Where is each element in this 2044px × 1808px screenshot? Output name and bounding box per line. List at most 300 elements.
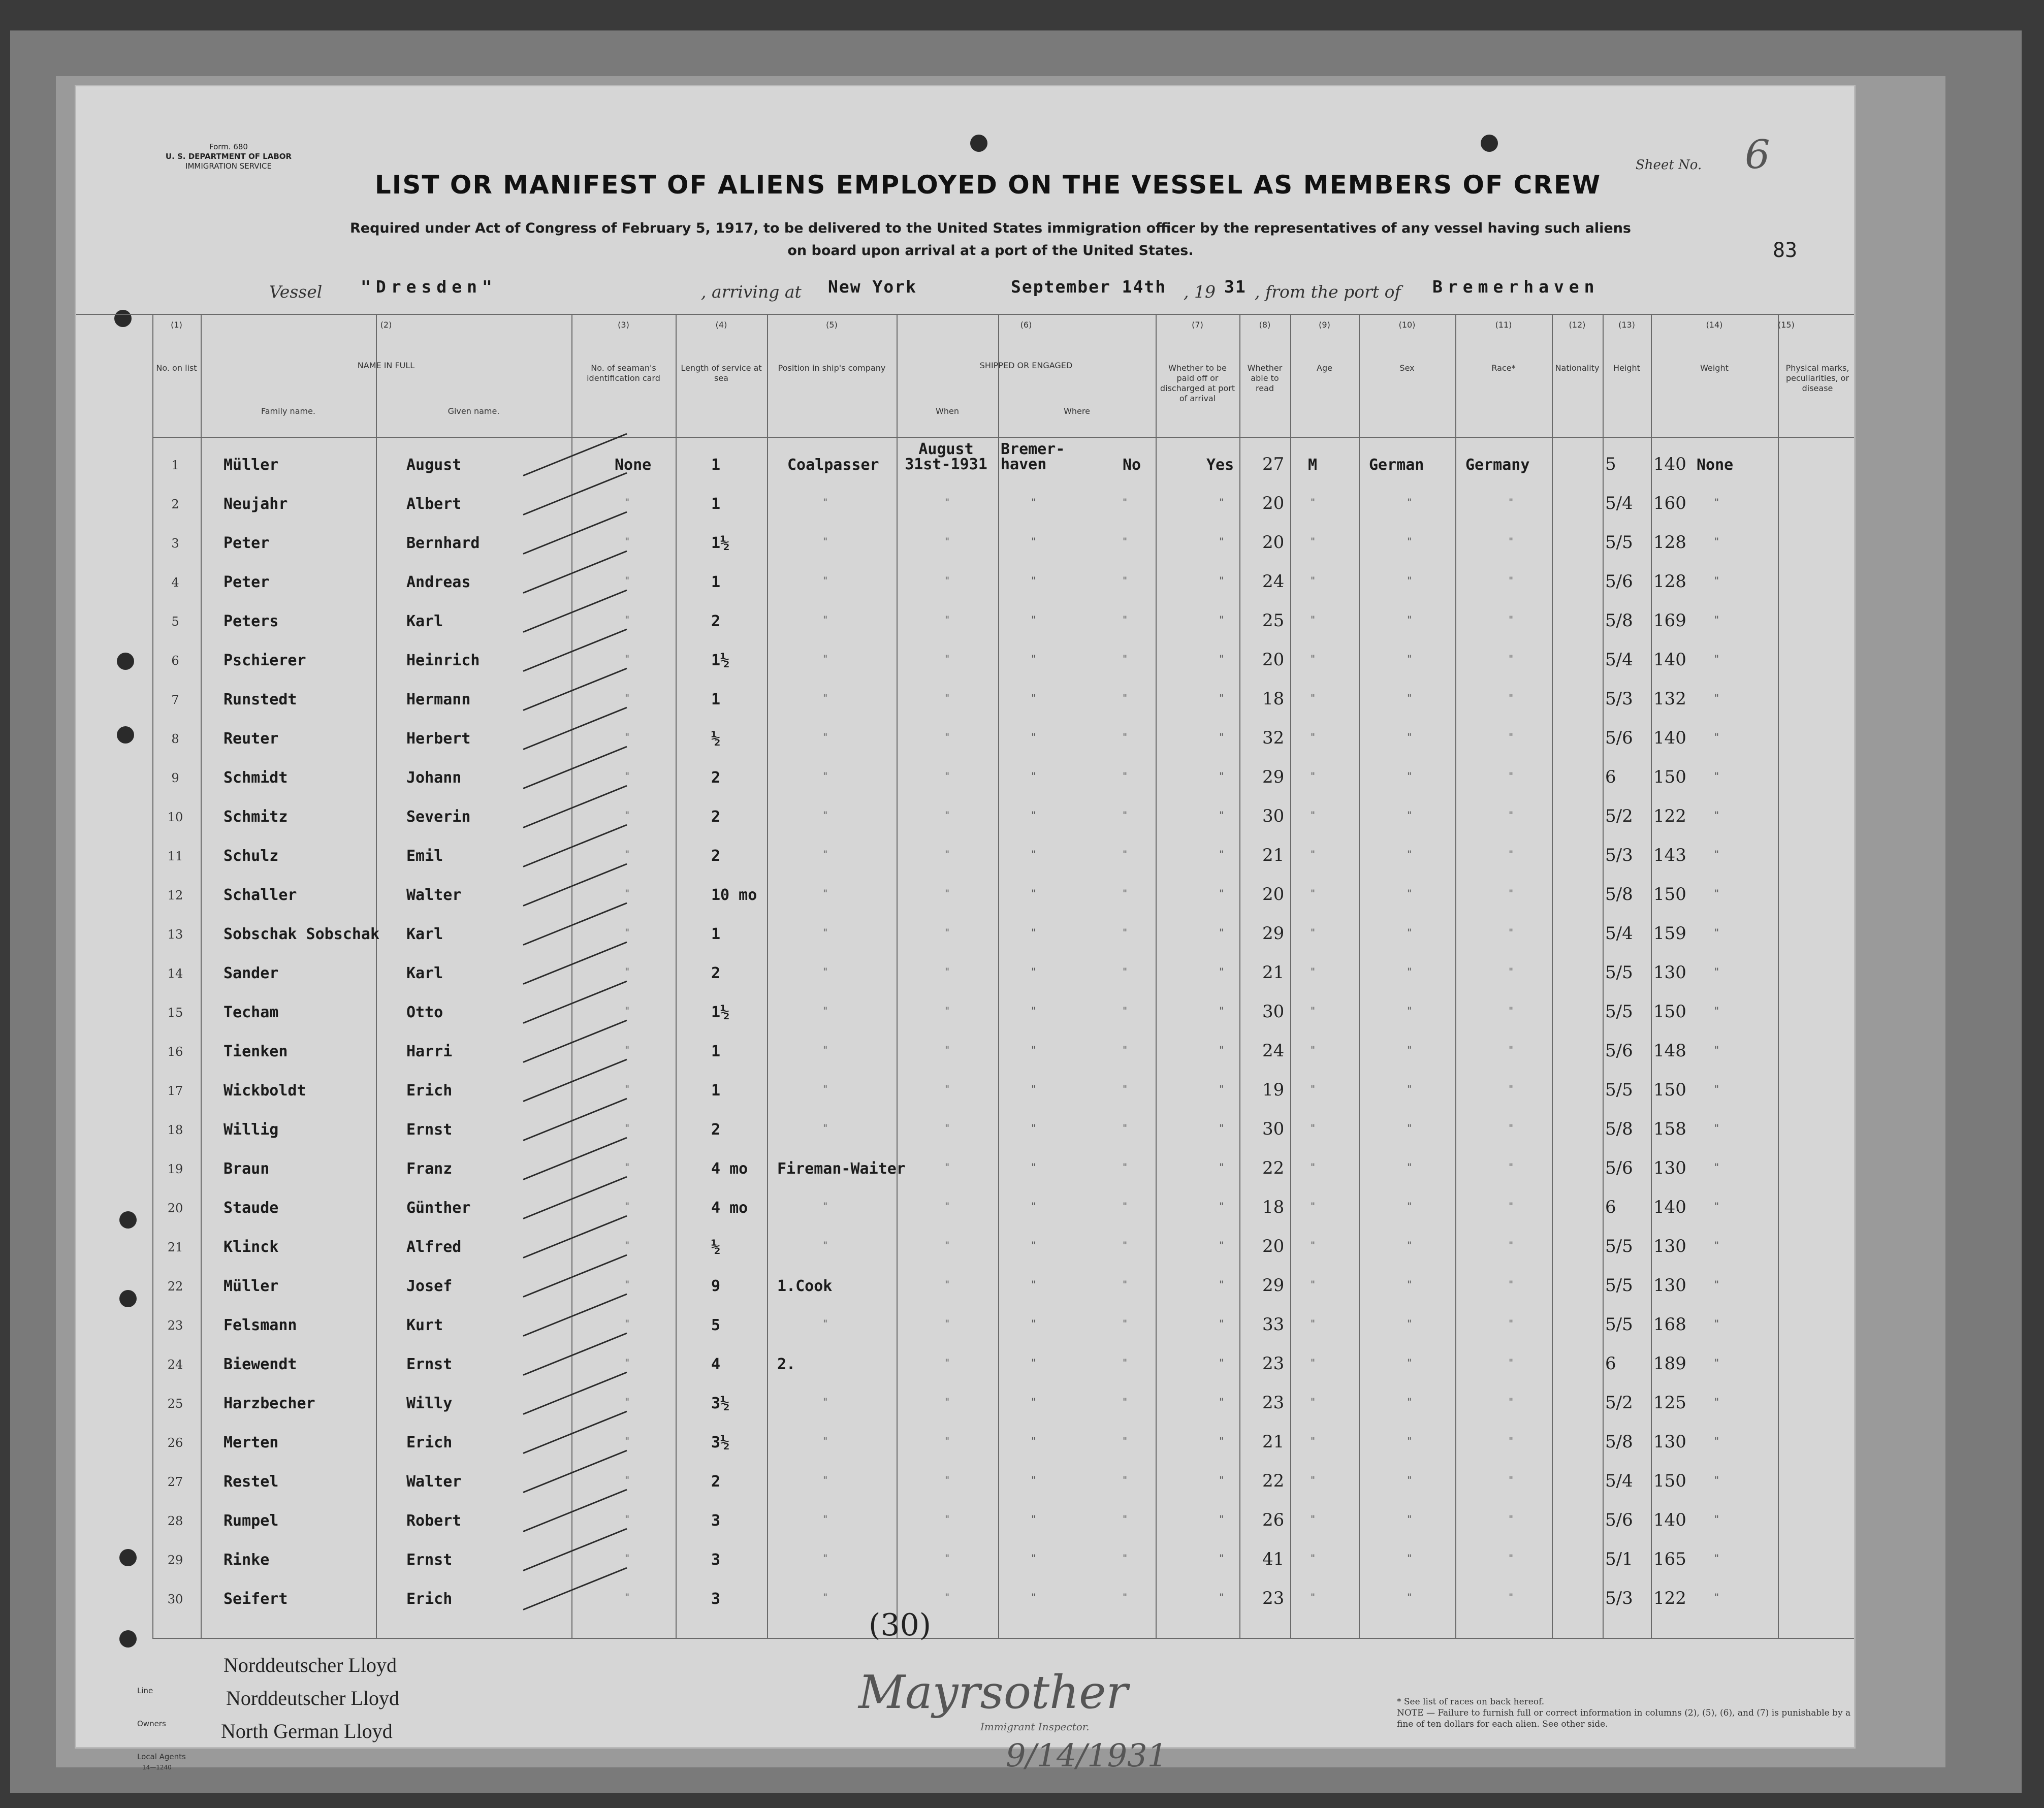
row-number: 18: [167, 1123, 183, 1137]
ditto-mark: ": [625, 809, 630, 821]
ditto-mark: ": [1123, 1083, 1128, 1095]
height-value: 5/8: [1605, 1432, 1633, 1452]
row-number: 2: [171, 497, 179, 511]
ditto-mark: ": [945, 1044, 950, 1056]
row-number: 30: [167, 1592, 183, 1606]
column-header: Sex: [1399, 363, 1415, 373]
column-subheader: When: [936, 406, 959, 416]
ditto-mark: ": [1509, 1474, 1514, 1486]
height-value: 5/5: [1605, 532, 1633, 553]
weight-value: 130: [1653, 962, 1686, 983]
ditto-mark: ": [1219, 692, 1224, 704]
ditto-mark: ": [1509, 1278, 1514, 1290]
ditto-mark: ": [1031, 848, 1036, 860]
table-row: [76, 1034, 1854, 1072]
table-row: [76, 1346, 1854, 1385]
weight-value: 140: [1653, 454, 1686, 474]
ditto-mark: ": [1407, 1239, 1412, 1251]
table-row: [76, 1425, 1854, 1463]
ditto-mark: ": [1714, 1239, 1719, 1251]
weight-value: 150: [1653, 767, 1686, 787]
ditto-mark: ": [945, 1591, 950, 1603]
ditto-mark: ": [1714, 614, 1719, 626]
ditto-mark: ": [1407, 848, 1412, 860]
height-value: 6: [1605, 1353, 1616, 1374]
row-number: 5: [171, 615, 179, 629]
owners-label: Owners: [137, 1719, 166, 1728]
ditto-mark: ": [1031, 653, 1036, 665]
family-name: Merten: [223, 1434, 279, 1451]
sheet-number: 6: [1745, 132, 1770, 178]
departure-port: Bremerhaven: [1432, 277, 1600, 297]
ditto-mark: ": [1123, 535, 1128, 547]
column-header: No. of seaman's identification card: [587, 363, 660, 383]
weight-value: 159: [1653, 923, 1686, 944]
service-length: 1: [711, 1043, 721, 1060]
table-row: [76, 955, 1854, 994]
ditto-mark: ": [1509, 1317, 1514, 1330]
ditto-mark: ": [1714, 692, 1719, 704]
ditto-mark: ": [823, 574, 828, 587]
age-value: 21: [1262, 1432, 1285, 1452]
ditto-mark: ": [1509, 535, 1514, 547]
family-name: Schmidt: [223, 769, 288, 787]
column-header: Length of service at sea: [681, 363, 762, 383]
ditto-mark: ": [1509, 692, 1514, 704]
ditto-mark: ": [1714, 1122, 1719, 1134]
ditto-mark: ": [1123, 653, 1128, 665]
ditto-mark: ": [625, 1083, 630, 1095]
age-value: 29: [1262, 923, 1285, 944]
ditto-mark: ": [1509, 1200, 1514, 1212]
family-name: Staude: [223, 1199, 279, 1217]
weight-value: 165: [1653, 1549, 1686, 1569]
height-value: 5/2: [1605, 806, 1633, 826]
ditto-mark: ": [625, 1552, 630, 1564]
family-name: Tienken: [223, 1043, 288, 1060]
subtitle-line-1: Required under Act of Congress of February 5, 1917, to be delivered to the United States immigration officer by the representatives of any vessel having such aliens: [349, 220, 1631, 236]
ditto-mark: ": [1031, 731, 1036, 743]
given-name: Emil: [406, 847, 443, 865]
table-row: [76, 642, 1854, 681]
ditto-mark: ": [945, 1435, 950, 1447]
ditto-mark: ": [1219, 1239, 1224, 1251]
ditto-mark: ": [1407, 1317, 1412, 1330]
owners-value: Norddeutscher Lloyd: [226, 1687, 400, 1709]
ditto-mark: ": [1714, 1317, 1719, 1330]
given-name: Karl: [406, 964, 443, 982]
row-number: 24: [167, 1358, 183, 1372]
ditto-mark: ": [1407, 1278, 1412, 1290]
ditto-mark: ": [1219, 653, 1224, 665]
ditto-mark: ": [1123, 1239, 1128, 1251]
ditto-mark: ": [1031, 1161, 1036, 1173]
ditto-mark: ": [823, 965, 828, 978]
vessel-label: Vessel: [269, 282, 323, 302]
weight-value: 130: [1653, 1158, 1686, 1178]
family-name: Schmitz: [223, 808, 288, 826]
ditto-mark: ": [1407, 574, 1412, 587]
stamp-number: 83: [1773, 239, 1798, 262]
column-header: NAME IN FULL: [357, 361, 415, 370]
row-number: 6: [171, 654, 179, 668]
given-name: Hermann: [406, 691, 471, 708]
ditto-mark: ": [1123, 1357, 1128, 1369]
given-name: Ernst: [406, 1121, 453, 1139]
ditto-mark: ": [1219, 496, 1224, 508]
service-length: 9: [711, 1277, 721, 1295]
age-value: 20: [1262, 650, 1285, 670]
table-row: [76, 1112, 1854, 1150]
service-length: 1: [711, 495, 721, 513]
given-name: August: [406, 456, 462, 474]
ditto-mark: ": [1219, 770, 1224, 782]
age-value: 18: [1262, 689, 1285, 709]
ditto-mark: ": [1714, 496, 1719, 508]
row-number: 28: [167, 1514, 183, 1528]
ditto-mark: ": [1219, 1591, 1224, 1603]
ditto-mark: ": [1407, 731, 1412, 743]
ditto-mark: ": [945, 848, 950, 860]
table-row: [76, 1190, 1854, 1229]
ditto-mark: ": [1407, 535, 1412, 547]
age-value: 41: [1262, 1549, 1285, 1569]
age-value: 20: [1262, 1236, 1285, 1256]
ditto-mark: ": [1311, 1474, 1316, 1486]
age-value: 24: [1262, 1041, 1285, 1061]
ditto-mark: ": [823, 535, 828, 547]
ditto-mark: ": [1311, 1122, 1316, 1134]
ditto-mark: ": [1407, 1435, 1412, 1447]
ditto-mark: ": [1714, 1396, 1719, 1408]
ditto-mark: ": [1311, 1357, 1316, 1369]
row-number: 10: [167, 810, 183, 824]
given-name: Erich: [406, 1590, 453, 1608]
ditto-mark: ": [945, 1474, 950, 1486]
ditto-mark: ": [625, 887, 630, 899]
ditto-mark: ": [945, 1317, 950, 1330]
given-name: Erich: [406, 1434, 453, 1451]
given-name: Günther: [406, 1199, 471, 1217]
ditto-mark: ": [1407, 1200, 1412, 1212]
ditto-mark: ": [1714, 1513, 1719, 1525]
ditto-mark: ": [1031, 887, 1036, 899]
ditto-mark: ": [1714, 1552, 1719, 1564]
weight-value: 150: [1653, 1002, 1686, 1022]
footnote: [1321, 1696, 1854, 1730]
table-row: [76, 916, 1854, 955]
family-name: Schaller: [223, 886, 297, 904]
service-length: 2: [711, 1473, 721, 1491]
ditto-mark: ": [1311, 574, 1316, 587]
column-number: (10): [1398, 320, 1416, 330]
table-row: [76, 1268, 1854, 1307]
weight-value: 132: [1653, 689, 1686, 709]
ditto-mark: ": [1509, 848, 1514, 860]
ditto-mark: ": [1509, 1396, 1514, 1408]
table-row: [76, 721, 1854, 759]
table-row: [76, 682, 1854, 720]
table-row: [76, 838, 1854, 877]
age-value: 30: [1262, 1002, 1285, 1022]
weight-value: 150: [1653, 1471, 1686, 1491]
ditto-mark: ": [1219, 1474, 1224, 1486]
service-length: 1: [711, 925, 721, 943]
column-number: (2): [380, 320, 392, 330]
ditto-mark: ": [1311, 1044, 1316, 1056]
ditto-mark: ": [625, 1278, 630, 1290]
ditto-mark: ": [823, 496, 828, 508]
family-name: Techam: [223, 1004, 279, 1021]
family-name: Neujahr: [223, 495, 288, 513]
weight-value: 130: [1653, 1236, 1686, 1256]
ditto-mark: ": [625, 1435, 630, 1447]
ditto-mark: ": [1407, 1122, 1412, 1134]
ditto-mark: ": [1031, 1239, 1036, 1251]
family-name: Biewendt: [223, 1355, 297, 1373]
ditto-mark: ": [1031, 1005, 1036, 1017]
ditto-mark: ": [1311, 1278, 1316, 1290]
column-number: (14): [1706, 320, 1723, 330]
row-number: 12: [167, 888, 183, 902]
family-name: Sobschak Sobschak: [223, 925, 380, 943]
age-value: 23: [1262, 1353, 1285, 1374]
column-number: (6): [1020, 320, 1032, 330]
age-value: 20: [1262, 493, 1285, 513]
ditto-mark: ": [1509, 1513, 1514, 1525]
given-name: Andreas: [406, 573, 471, 591]
ditto-mark: ": [1123, 1278, 1128, 1290]
family-name: Rumpel: [223, 1512, 279, 1530]
form-number: Form. 680: [209, 142, 248, 151]
given-name: Otto: [406, 1004, 443, 1021]
weight-value: 148: [1653, 1041, 1686, 1061]
ditto-mark: ": [823, 1513, 828, 1525]
ditto-mark: ": [1123, 887, 1128, 899]
row-number: 20: [167, 1201, 183, 1215]
given-name: Robert: [406, 1512, 462, 1530]
ditto-mark: ": [625, 1200, 630, 1212]
ditto-mark: ": [823, 1239, 828, 1251]
vessel-line: [269, 277, 1793, 307]
ditto-mark: ": [1031, 965, 1036, 978]
ditto-mark: ": [625, 535, 630, 547]
table-row: [76, 486, 1854, 525]
ditto-mark: ": [1123, 965, 1128, 978]
form-code: 14—1240: [142, 1764, 172, 1771]
weight-value: 130: [1653, 1432, 1686, 1452]
given-name: Kurt: [406, 1316, 443, 1334]
position: 2.: [777, 1355, 796, 1373]
ditto-mark: ": [823, 848, 828, 860]
column-number: (12): [1569, 320, 1586, 330]
age-value: 19: [1262, 1080, 1285, 1100]
weight-value: 169: [1653, 610, 1686, 631]
service-length: 1: [711, 1082, 721, 1100]
ditto-mark: ": [1311, 1552, 1316, 1564]
ditto-mark: ": [1407, 1474, 1412, 1486]
service-length: 4: [711, 1355, 721, 1373]
ditto-mark: ": [1714, 926, 1719, 939]
age-value: 21: [1262, 845, 1285, 865]
ditto-mark: ": [1509, 770, 1514, 782]
ditto-mark: ": [1714, 887, 1719, 899]
ditto-mark: ": [625, 692, 630, 704]
height-value: 5: [1605, 454, 1616, 474]
ditto-mark: ": [1714, 731, 1719, 743]
table-row: [76, 440, 1854, 486]
table-row: [76, 1542, 1854, 1580]
ditto-mark: ": [1219, 887, 1224, 899]
ditto-mark: ": [1407, 1591, 1412, 1603]
ditto-mark: ": [945, 1161, 950, 1173]
ditto-mark: ": [945, 1200, 950, 1212]
ditto-mark: ": [1407, 614, 1412, 626]
ditto-mark: ": [1031, 1357, 1036, 1369]
nationality-value: Germany: [1465, 456, 1530, 474]
ditto-mark: ": [1123, 1200, 1128, 1212]
ditto-mark: ": [1311, 731, 1316, 743]
ditto-mark: ": [1219, 1278, 1224, 1290]
ditto-mark: ": [1714, 1435, 1719, 1447]
age-value: 21: [1262, 962, 1285, 983]
table-row: [76, 799, 1854, 837]
ditto-mark: ": [625, 1005, 630, 1017]
row-number: 7: [171, 693, 179, 707]
family-name: Peters: [223, 612, 279, 630]
ditto-mark: ": [1219, 848, 1224, 860]
ditto-mark: ": [945, 1122, 950, 1134]
service-length: 10 mo: [711, 886, 757, 904]
ditto-mark: ": [1407, 1513, 1412, 1525]
ditto-mark: ": [1031, 535, 1036, 547]
age-value: 29: [1262, 1275, 1285, 1296]
ditto-mark: ": [625, 770, 630, 782]
ditto-mark: ": [1509, 574, 1514, 587]
ditto-mark: ": [1311, 1005, 1316, 1017]
weight-value: 140: [1653, 650, 1686, 670]
family-name: Klinck: [223, 1238, 279, 1256]
ditto-mark: ": [1311, 809, 1316, 821]
family-name: Rinke: [223, 1551, 270, 1569]
ditto-mark: ": [625, 1122, 630, 1134]
punch-hole: [1481, 135, 1498, 152]
table-row: [76, 1503, 1854, 1541]
ditto-mark: ": [1123, 1005, 1128, 1017]
race-value: German: [1369, 456, 1424, 474]
ditto-mark: ": [1123, 574, 1128, 587]
age-value: 23: [1262, 1588, 1285, 1608]
ditto-mark: ": [1509, 1435, 1514, 1447]
line-value: Norddeutscher Lloyd: [223, 1654, 397, 1676]
column-header: Height: [1613, 363, 1640, 373]
ditto-mark: ": [1407, 887, 1412, 899]
age-value: 22: [1262, 1471, 1285, 1491]
service-length: 2: [711, 612, 721, 630]
given-name: Walter: [406, 1473, 462, 1491]
row-number: 13: [167, 927, 183, 942]
ditto-mark: ": [1509, 1552, 1514, 1564]
ditto-mark: ": [1714, 1044, 1719, 1056]
weight-value: 189: [1653, 1353, 1686, 1374]
ditto-mark: ": [1123, 848, 1128, 860]
ditto-mark: ": [1311, 1513, 1316, 1525]
ditto-mark: ": [1031, 614, 1036, 626]
height-value: 5/4: [1605, 493, 1633, 513]
ditto-mark: ": [1123, 692, 1128, 704]
ditto-mark: ": [1714, 1474, 1719, 1486]
ditto-mark: ": [1407, 1083, 1412, 1095]
service-length: 3½: [711, 1434, 730, 1451]
weight-value: 128: [1653, 532, 1686, 553]
ditto-mark: ": [945, 574, 950, 587]
ditto-mark: ": [1219, 1513, 1224, 1525]
given-name: Herbert: [406, 730, 471, 748]
given-name: Johann: [406, 769, 462, 787]
ditto-mark: ": [945, 1239, 950, 1251]
row-number: 3: [171, 536, 179, 551]
ditto-mark: ": [823, 809, 828, 821]
ditto-mark: ": [945, 1552, 950, 1564]
table-row: [76, 877, 1854, 916]
height-value: 5/3: [1605, 1588, 1633, 1608]
ditto-mark: ": [1031, 1200, 1036, 1212]
column-subheader: Where: [1064, 406, 1090, 416]
row-number: 21: [167, 1240, 183, 1254]
column-number: (3): [618, 320, 629, 330]
height-value: 5/4: [1605, 923, 1633, 944]
ditto-mark: ": [625, 1317, 630, 1330]
ditto-mark: ": [1123, 1474, 1128, 1486]
ditto-mark: ": [945, 1513, 950, 1525]
ditto-mark: ": [625, 653, 630, 665]
ditto-mark: ": [1714, 848, 1719, 860]
height-value: 5/4: [1605, 650, 1633, 670]
ditto-mark: ": [1407, 1552, 1412, 1564]
table-row: [76, 1151, 1854, 1189]
ditto-mark: ": [625, 1161, 630, 1173]
service-length: 1: [711, 456, 721, 474]
row-number: 19: [167, 1162, 183, 1176]
row-number: 17: [167, 1084, 183, 1098]
ditto-mark: ": [1311, 614, 1316, 626]
ditto-mark: ": [1031, 1474, 1036, 1486]
ditto-mark: ": [1311, 1083, 1316, 1095]
column-header: Whether to be paid off or discharged at port of arrival: [1160, 363, 1235, 403]
ditto-mark: ": [1031, 1122, 1036, 1134]
ditto-mark: ": [1031, 926, 1036, 939]
family-name: Reuter: [223, 730, 279, 748]
service-length: 2: [711, 1121, 721, 1139]
punch-hole: [970, 135, 987, 152]
column-header: Position in ship's company: [778, 363, 886, 373]
family-name: Braun: [223, 1160, 270, 1178]
family-name: Seifert: [223, 1590, 288, 1608]
weight-value: 168: [1653, 1314, 1686, 1335]
ditto-mark: ": [945, 1396, 950, 1408]
family-name: Peter: [223, 534, 270, 552]
service-length: 2: [711, 964, 721, 982]
arrival-port: New York: [828, 277, 917, 297]
ditto-mark: ": [1311, 965, 1316, 978]
ditto-mark: ": [1311, 692, 1316, 704]
table-row: [76, 564, 1854, 603]
row-number: 26: [167, 1436, 183, 1450]
family-name: Willig: [223, 1121, 279, 1139]
column-number: (1): [171, 320, 182, 330]
table-row: [76, 1307, 1854, 1346]
weight-value: 158: [1653, 1119, 1686, 1139]
